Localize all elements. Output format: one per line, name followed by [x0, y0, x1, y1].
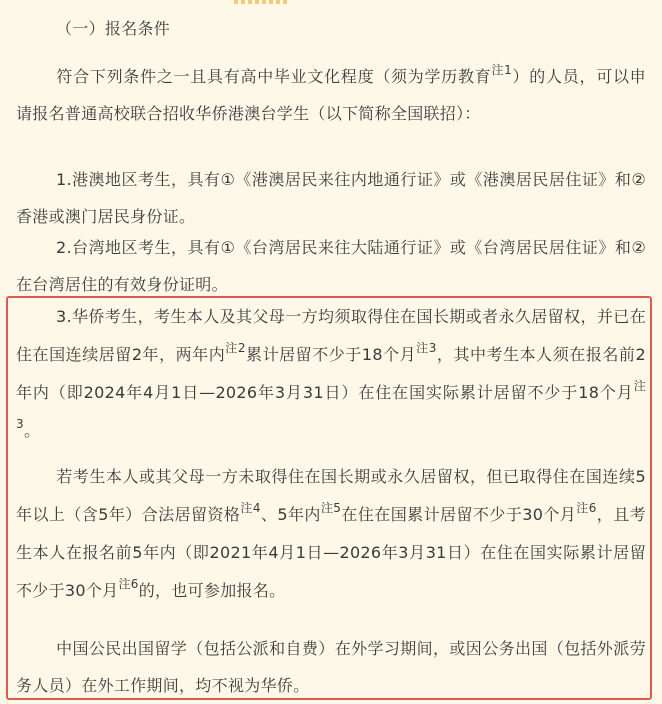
- footnote-ref[interactable]: 注1: [491, 63, 513, 77]
- section-heading: [16, 10, 646, 47]
- paragraph-text: 的，也可参加报名。: [138, 581, 286, 600]
- footnote-ref[interactable]: 注5: [320, 501, 342, 515]
- intro-text: 符合下列条件之一且具有高中毕业文化程度（须为学历教育: [56, 67, 492, 86]
- alternative-residence-paragraph: [16, 458, 646, 610]
- condition-item-taiwan: [16, 229, 646, 303]
- paragraph-text: 累计居留不少于18个月: [245, 345, 417, 364]
- footnote-ref[interactable]: 注6: [576, 501, 597, 515]
- paragraph-text: 在住在国累计居留不少于30个月: [341, 505, 577, 524]
- overseas-chinese-paragraph: [16, 298, 646, 450]
- heading-text: （一）报名条件: [56, 19, 171, 38]
- footnote-ref[interactable]: 注4: [240, 501, 261, 515]
- intro-paragraph: [16, 58, 646, 132]
- paragraph-text: 3.华侨考生，考生本人及其父母一方均须取得住在国长期或者永久居留权，并已在住在国连续居留2年，两年内: [16, 307, 646, 364]
- paragraph-text: 中国公民出国留学（包括公派和自费）在外学习期间，或因公务出国（包括外派劳务人员）在外工作期间，均不视为华侨。: [16, 639, 646, 695]
- footnote-ref[interactable]: 注2: [225, 341, 246, 355]
- paragraph-text: ，且考生本人在报名前5年内（即2021年4月1日—2026年3月31日）在住在国实际累计居留不少于30个月: [16, 505, 646, 600]
- paragraph-text: 若考生本人或其父母一方未取得住在国长期或永久居留权，但已取得住在国连续5年以上（含5年）合法居留资格: [16, 467, 646, 524]
- paragraph-text: 。: [23, 421, 41, 440]
- intro-text-2: ）的人员，可以申请报名普通高校联合招收华侨港澳台学生（以下简称全国联招）：: [16, 67, 646, 123]
- paragraph-text: 、5年内: [260, 505, 321, 524]
- footnote-ref[interactable]: 注3: [16, 379, 646, 431]
- condition-item-hk-macao: [16, 161, 646, 235]
- condition-item-text: 2.台湾地区考生，具有①《台湾居民来往大陆通行证》或《台湾居民居住证》和②在台湾居住的有效身份证明。: [16, 238, 646, 294]
- footnote-ref[interactable]: 注6: [118, 577, 139, 591]
- condition-item-text: 1.港澳地区考生，具有①《港澳居民来往内地通行证》或《港澳居民居住证》和②香港或澳门居民身份证。: [16, 170, 646, 226]
- top-decoration: [234, 0, 290, 4]
- exclusion-paragraph: [16, 630, 646, 704]
- footnote-ref[interactable]: 注3: [416, 341, 437, 355]
- paragraph-text: ，其中考生本人须在报名前2年内（即2024年4月1日—2026年3月31日）在住在国实际累计居留不少于18个月: [16, 345, 646, 402]
